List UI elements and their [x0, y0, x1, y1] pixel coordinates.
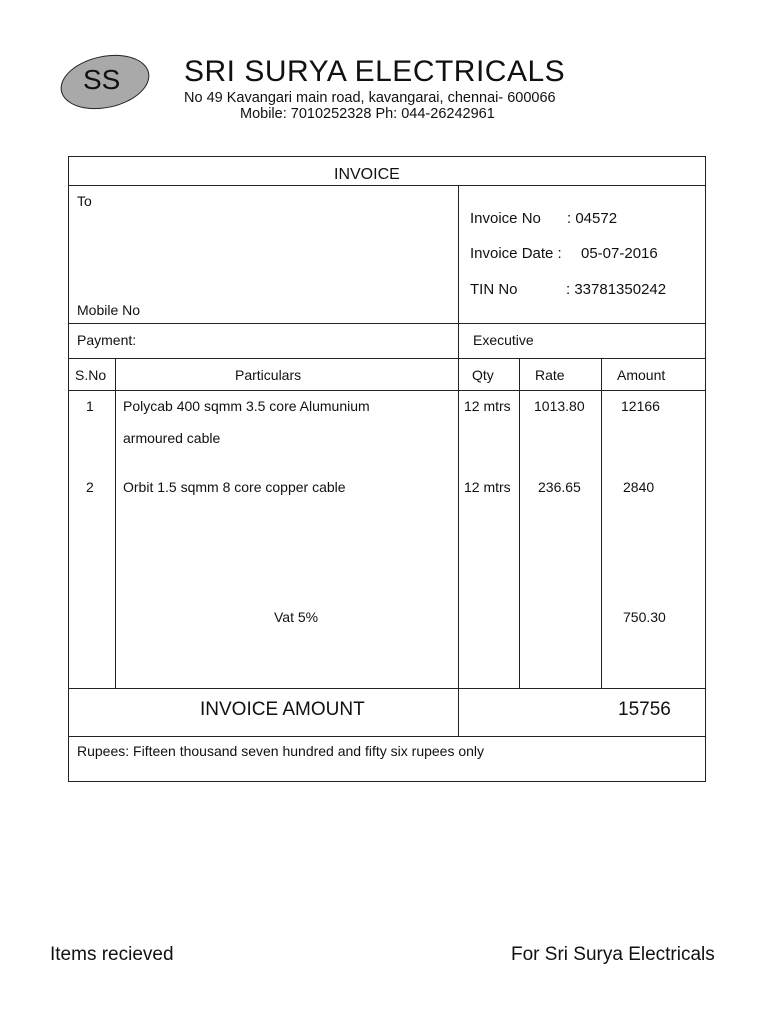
to-label: To	[77, 193, 92, 209]
row-qty: 12 mtrs	[464, 398, 511, 414]
row-amount: 2840	[623, 479, 655, 495]
mobile-label: Mobile No	[77, 302, 141, 318]
payment-label: Payment:	[77, 332, 137, 348]
row-particulars: Polycab 400 sqmm 3.5 core Alumunium	[123, 398, 370, 414]
col-header-rate: Rate	[535, 367, 565, 383]
col-header-sno: S.No	[75, 367, 107, 383]
row-sno: 2	[86, 479, 94, 495]
company-contact: Mobile: 7010252328 Ph: 044-26242961	[240, 106, 495, 122]
logo-initials: SS	[83, 64, 121, 95]
invoice-date-value: 05-07-2016	[581, 245, 658, 262]
vat-amount: 750.30	[623, 609, 666, 625]
tin-label: TIN No	[470, 281, 518, 298]
row-sno: 1	[86, 398, 94, 414]
row-qty: 12 mtrs	[464, 479, 511, 495]
executive-label: Executive	[473, 332, 534, 348]
invoice-no-value: : 04572	[567, 210, 618, 227]
vat-label: Vat 5%	[274, 609, 319, 625]
row-rate: 1013.80	[534, 398, 585, 414]
invoice-date-label: Invoice Date :	[470, 245, 562, 262]
signature-label: For Sri Surya Electricals	[511, 944, 715, 965]
items-received-label: Items recieved	[50, 944, 174, 965]
row-rate: 236.65	[538, 479, 581, 495]
row-particulars: Orbit 1.5 sqmm 8 core copper cable	[123, 479, 346, 495]
amount-in-words: Rupees: Fifteen thousand seven hundred and fifty six rupees only	[77, 743, 485, 759]
row-particulars-cont: armoured cable	[123, 430, 221, 446]
company-address: No 49 Kavangari main road, kavangarai, chennai- 600066	[184, 90, 556, 106]
invoice-amount-label: INVOICE AMOUNT	[200, 699, 365, 720]
col-header-particulars: Particulars	[235, 367, 302, 383]
col-header-qty: Qty	[472, 367, 494, 383]
invoice-no-label: Invoice No	[470, 210, 541, 227]
company-name: SRI SURYA ELECTRICALS	[184, 55, 566, 88]
row-amount: 12166	[621, 398, 660, 414]
tin-value: : 33781350242	[566, 281, 667, 298]
invoice-title: INVOICE	[334, 166, 400, 183]
invoice-amount-value: 15756	[618, 699, 671, 720]
col-header-amount: Amount	[617, 367, 666, 383]
